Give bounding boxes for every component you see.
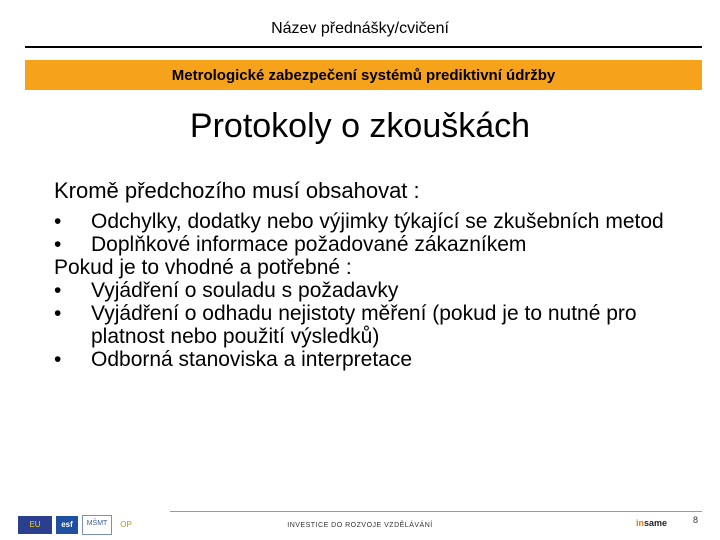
list-item: [54, 302, 714, 348]
bullet-icon: •: [54, 210, 62, 233]
logo-part-b: same: [644, 518, 668, 528]
eu-flag-logo: EU: [18, 516, 52, 534]
logo-part-a: in: [636, 518, 644, 528]
list-item-text: Odchylky, dodatky nebo výjimky týkající se zkušebních metod: [91, 210, 664, 233]
slide-title: Protokoly o zkouškách: [189, 107, 531, 145]
bullet-icon: •: [54, 233, 62, 256]
list-item: [54, 348, 714, 371]
bullet-icon: •: [54, 279, 62, 302]
esf-logo: esf: [56, 516, 78, 534]
footer-text: INVESTICE DO ROZVOJE VZDĚLÁVÁNÍ: [287, 522, 433, 529]
list-item-text: Vyjádření o odhadu nejistoty měření (pokud je to nutné pro platnost nebo použití výsledků): [91, 302, 637, 348]
intro-text: Kromě předchozího musí obsahovat :: [54, 178, 420, 203]
subject-banner-text: Metrologické zabezpečení systémů prediktivní údržby: [171, 66, 556, 84]
course-title: Název přednášky/cvičení: [271, 20, 449, 37]
list-item: [54, 210, 714, 233]
header-divider: [25, 46, 702, 48]
page-number: 8: [693, 515, 699, 525]
subject-banner: [25, 60, 702, 90]
bullet-icon: •: [54, 348, 62, 371]
condition-text: Pokud je to vhodné a potřebné :: [54, 256, 352, 279]
list-item-text: Odborná stanoviska a interpretace: [91, 348, 413, 371]
op-vk-logo: OP: [120, 520, 132, 529]
bullet-icon: •: [54, 302, 62, 325]
footer-divider: [170, 511, 702, 512]
list-item-text: Doplňkové informace požadované zákazníkem: [91, 233, 527, 256]
list-item: [54, 279, 714, 302]
list-item: [54, 233, 714, 256]
list-item-text: Vyjádření o souladu s požadavky: [91, 279, 399, 302]
slide-content: [54, 210, 714, 371]
insame-logo: [636, 518, 667, 528]
msmt-logo: MŠMT: [82, 515, 112, 535]
